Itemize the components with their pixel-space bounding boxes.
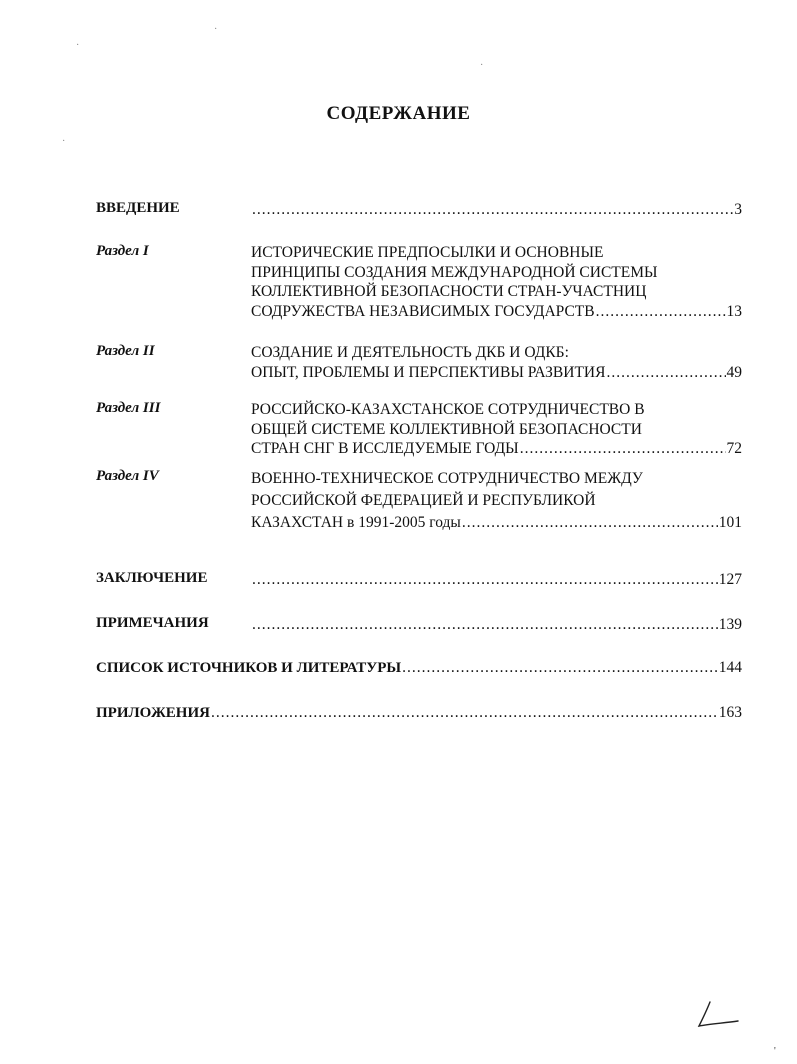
scan-speck: · bbox=[76, 40, 80, 51]
page-title: СОДЕРЖАНИЕ bbox=[326, 103, 471, 124]
leader-dots bbox=[252, 570, 718, 590]
section-title-line: ПРИНЦИПЫ СОЗДАНИЯ МЕЖДУНАРОДНОЙ СИСТЕМЫ bbox=[251, 263, 658, 281]
toc-label: ВВЕДЕНИЕ bbox=[96, 200, 180, 216]
section-title-line: РОССИЙСКОЙ ФЕДЕРАЦИЕЙ И РЕСПУБЛИКОЙ bbox=[251, 492, 596, 509]
section-label: Раздел III bbox=[96, 400, 161, 416]
section-title-line: РОССИЙСКО-КАЗАХСТАНСКОЕ СОТРУДНИЧЕСТВО В bbox=[251, 401, 645, 418]
toc-label: СПИСОК ИСТОЧНИКОВ И ЛИТЕРАТУРЫ bbox=[96, 660, 402, 676]
page-number: 101 bbox=[718, 514, 742, 531]
page-number: 49 bbox=[726, 363, 742, 381]
section-label: Раздел IV bbox=[96, 468, 159, 484]
leader-dots bbox=[252, 615, 718, 635]
toc-label: ЗАКЛЮЧЕНИЕ bbox=[96, 570, 208, 586]
section-title-line: КОЛЛЕКТИВНОЙ БЕЗОПАСНОСТИ СТРАН-УЧАСТНИЦ bbox=[251, 283, 647, 300]
leader-dots bbox=[520, 439, 726, 459]
section-title-line: СОЗДАНИЕ И ДЕЯТЕЛЬНОСТЬ ДКБ И ОДКБ: bbox=[251, 344, 569, 361]
section-title-line: ВОЕННО-ТЕХНИЧЕСКОЕ СОТРУДНИЧЕСТВО МЕЖДУ bbox=[251, 470, 643, 487]
page-number: 144 bbox=[718, 659, 742, 676]
page-number: 13 bbox=[726, 302, 742, 320]
leader-dots bbox=[402, 659, 718, 677]
page-number: 72 bbox=[726, 440, 742, 457]
scan-speck: ' bbox=[774, 1046, 776, 1057]
section-title-line: СТРАН СНГ В ИССЛЕДУЕМЫЕ ГОДЫ bbox=[251, 440, 519, 457]
page-number: 139 bbox=[718, 616, 742, 633]
page-number: 3 bbox=[734, 201, 742, 218]
leader-dots bbox=[211, 704, 718, 722]
section-title-line: СОДРУЖЕСТВА НЕЗАВИСИМЫХ ГОСУДАРСТВ bbox=[251, 302, 595, 320]
handwritten-mark bbox=[696, 1000, 744, 1036]
toc-label: ПРИЛОЖЕНИЯ bbox=[96, 705, 210, 721]
leader-dots bbox=[462, 512, 718, 534]
page-number: 127 bbox=[718, 571, 742, 588]
scan-speck: · bbox=[214, 24, 218, 35]
leader-dots bbox=[606, 363, 725, 383]
scan-speck: · bbox=[480, 60, 484, 71]
page-number: 163 bbox=[718, 704, 742, 721]
section-title-line: ОБЩЕЙ СИСТЕМЕ КОЛЛЕКТИВНОЙ БЕЗОПАСНОСТИ bbox=[251, 420, 642, 438]
scan-speck: · bbox=[62, 136, 66, 147]
section-title-line: ИСТОРИЧЕСКИЕ ПРЕДПОСЫЛКИ И ОСНОВНЫЕ bbox=[251, 244, 604, 261]
toc-label: ПРИМЕЧАНИЯ bbox=[96, 615, 209, 631]
section-title-line: ОПЫТ, ПРОБЛЕМЫ И ПЕРСПЕКТИВЫ РАЗВИТИЯ bbox=[251, 363, 606, 381]
section-label: Раздел II bbox=[96, 343, 155, 359]
leader-dots bbox=[596, 302, 726, 322]
section-label: Раздел I bbox=[96, 243, 149, 259]
leader-dots bbox=[252, 200, 733, 220]
section-title-line: КАЗАХСТАН в 1991-2005 годы bbox=[251, 514, 461, 531]
